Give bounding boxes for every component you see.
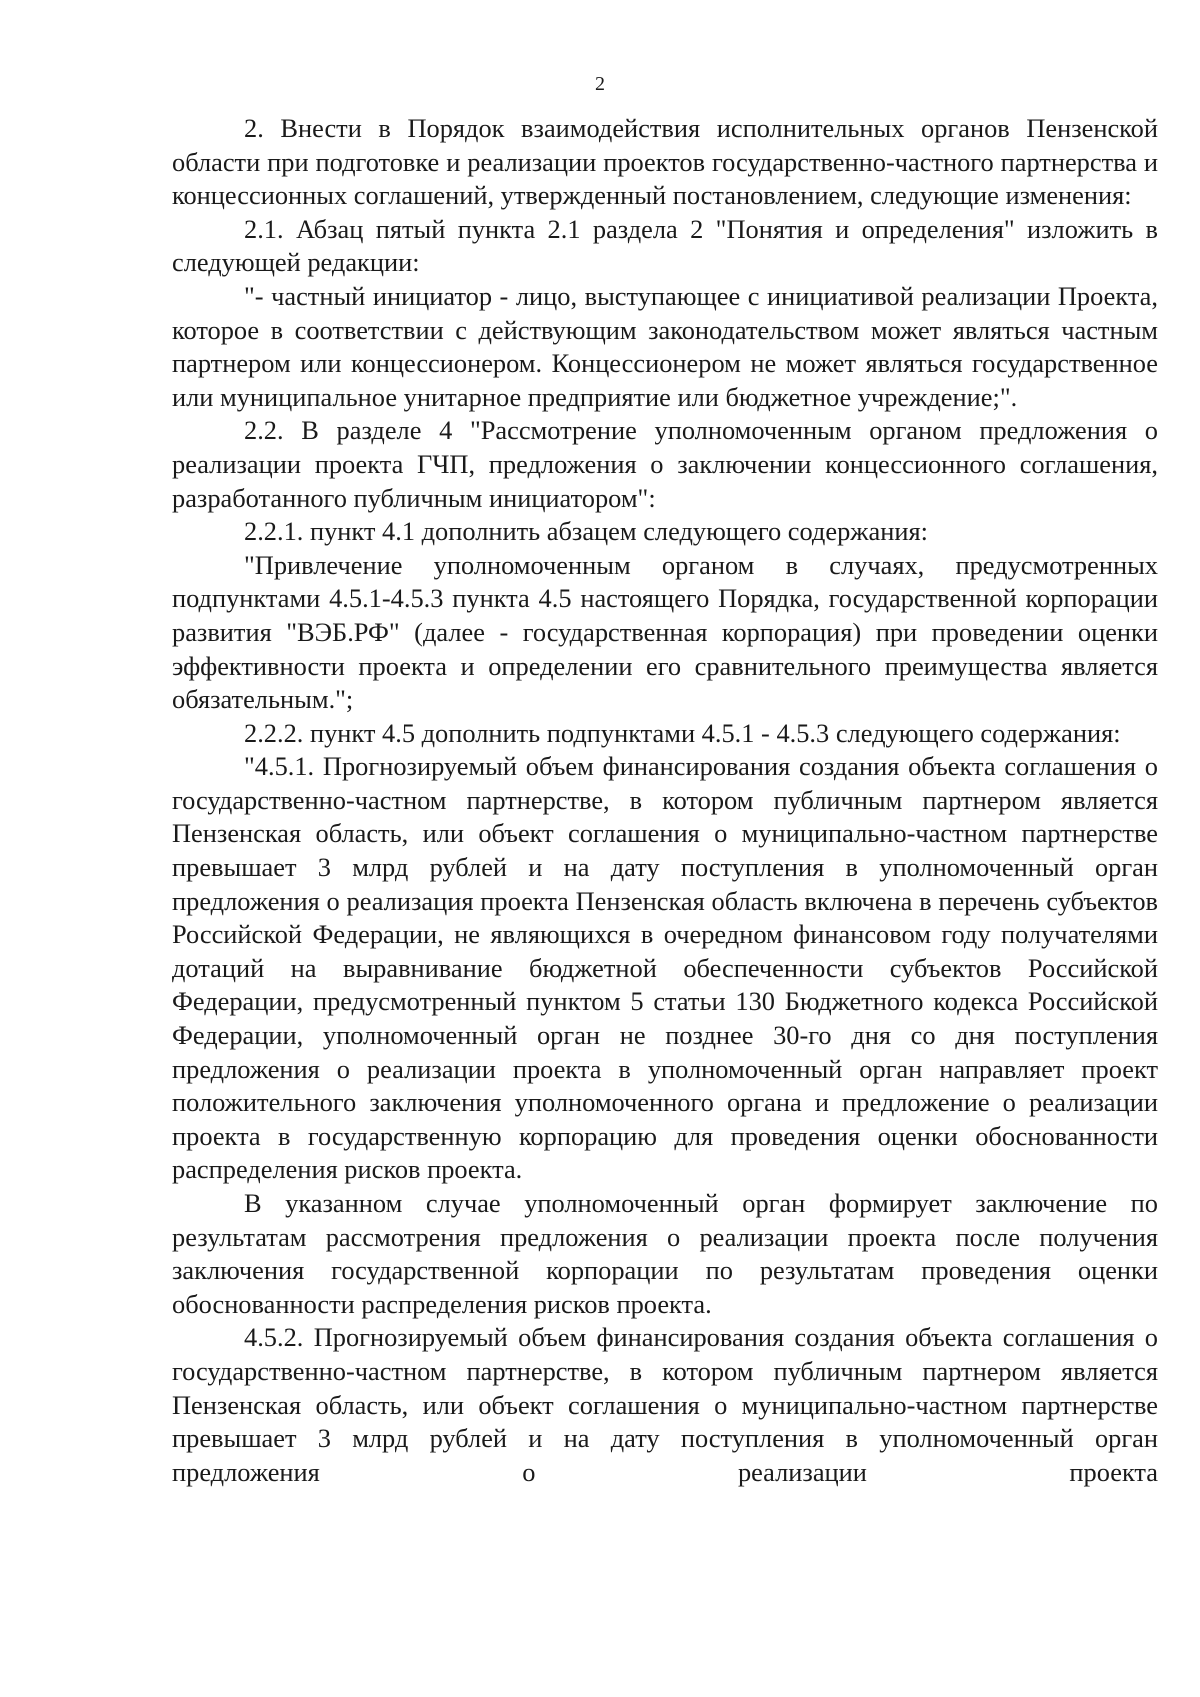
- paragraph-2-2-2: 2.2.2. пункт 4.5 дополнить подпунктами 4.5.1 - 4.5.3 следующего содержания:: [244, 717, 1121, 748]
- paragraph-2-1: 2.1. Абзац пятый пункта 2.1 раздела 2 "Понятия и определения" изложить в следующей редакции:: [172, 213, 1158, 278]
- paragraph-2-amend-order: 2. Внести в Порядок взаимодействия исполнительных органов Пензенской области при подготовке и реализации проектов государственно-частного партнерства и концессионных соглашений, утвержденный постановлением, следующие изменения:: [172, 113, 1158, 211]
- paragraph-veb-involvement: "Привлечение уполномоченным органом в случаях, предусмотренных подпунктами 4.5.1-4.5.3 пункта 4.5 настоящего Порядка, государственной корпорации развития "ВЭБ.РФ" (далее - государственная корпорация) при проведении оценки эффективности проекта и определении его сравнительного преимущества является обязательным.";: [172, 549, 1158, 715]
- paragraph-2-2: 2.2. В разделе 4 "Рассмотрение уполномоченным органом предложения о реализации проекта ГЧП, предложения о заключении концессионного соглашения, разработанного публичным инициатором":: [172, 415, 1158, 513]
- paragraph-conclusion-case: В указанном случае уполномоченный орган формирует заключение по результатам рассмотрения предложения о реализации проекта после получения заключения государственной корпорации по результатам проведения оценки обоснованности распределения рисков проекта.: [172, 1188, 1158, 1319]
- page-number: 2: [595, 73, 605, 95]
- document-body: [172, 112, 1158, 1489]
- paragraph-2-2-1: 2.2.1. пункт 4.1 дополнить абзацем следующего содержания:: [244, 516, 928, 547]
- paragraph-private-initiator: "- частный инициатор - лицо, выступающее с инициативой реализации Проекта, которое в соответствии с действующим законодательством может являться частным партнером или концессионером. Концессионером не может являться государственное или муниципальное унитарное предприятие или бюджетное учреждение;".: [172, 280, 1158, 412]
- paragraph-4-5-1: "4.5.1. Прогнозируемый объем финансирования создания объекта соглашения о государственно-частном партнерстве, в котором публичным партнером является Пензенская область, или объект соглашения о муниципально-частном партнерстве превышает 3 млрд рублей и на дату поступления в уполномоченный орган предложения о реализация проекта Пензенская область включена в перечень субъектов Российской Федерации, не являющихся в очередном финансовом году получателями дотаций на выравнивание бюджетной обеспеченности субъектов Российской Федерации, предусмотренный пунктом 5 статьи 130 Бюджетного кодекса Российской Федерации, уполномоченный орган не позднее 30-го дня со дня поступления предложения о реализации проекта в уполномоченный орган направляет проект положительного заключения уполномоченного органа и предложение о реализации проекта в государственную корпорацию для проведения оценки обоснованности распределения рисков проекта.: [172, 751, 1158, 1185]
- paragraph-4-5-2: 4.5.2. Прогнозируемый объем финансирования создания объекта соглашения о государственно-частном партнерстве, в котором публичным партнером является Пензенская область, или объект соглашения о муниципально-частном партнерстве превышает 3 млрд рублей и на дату поступления в уполномоченный орган предложения о реализации проекта: [172, 1322, 1158, 1487]
